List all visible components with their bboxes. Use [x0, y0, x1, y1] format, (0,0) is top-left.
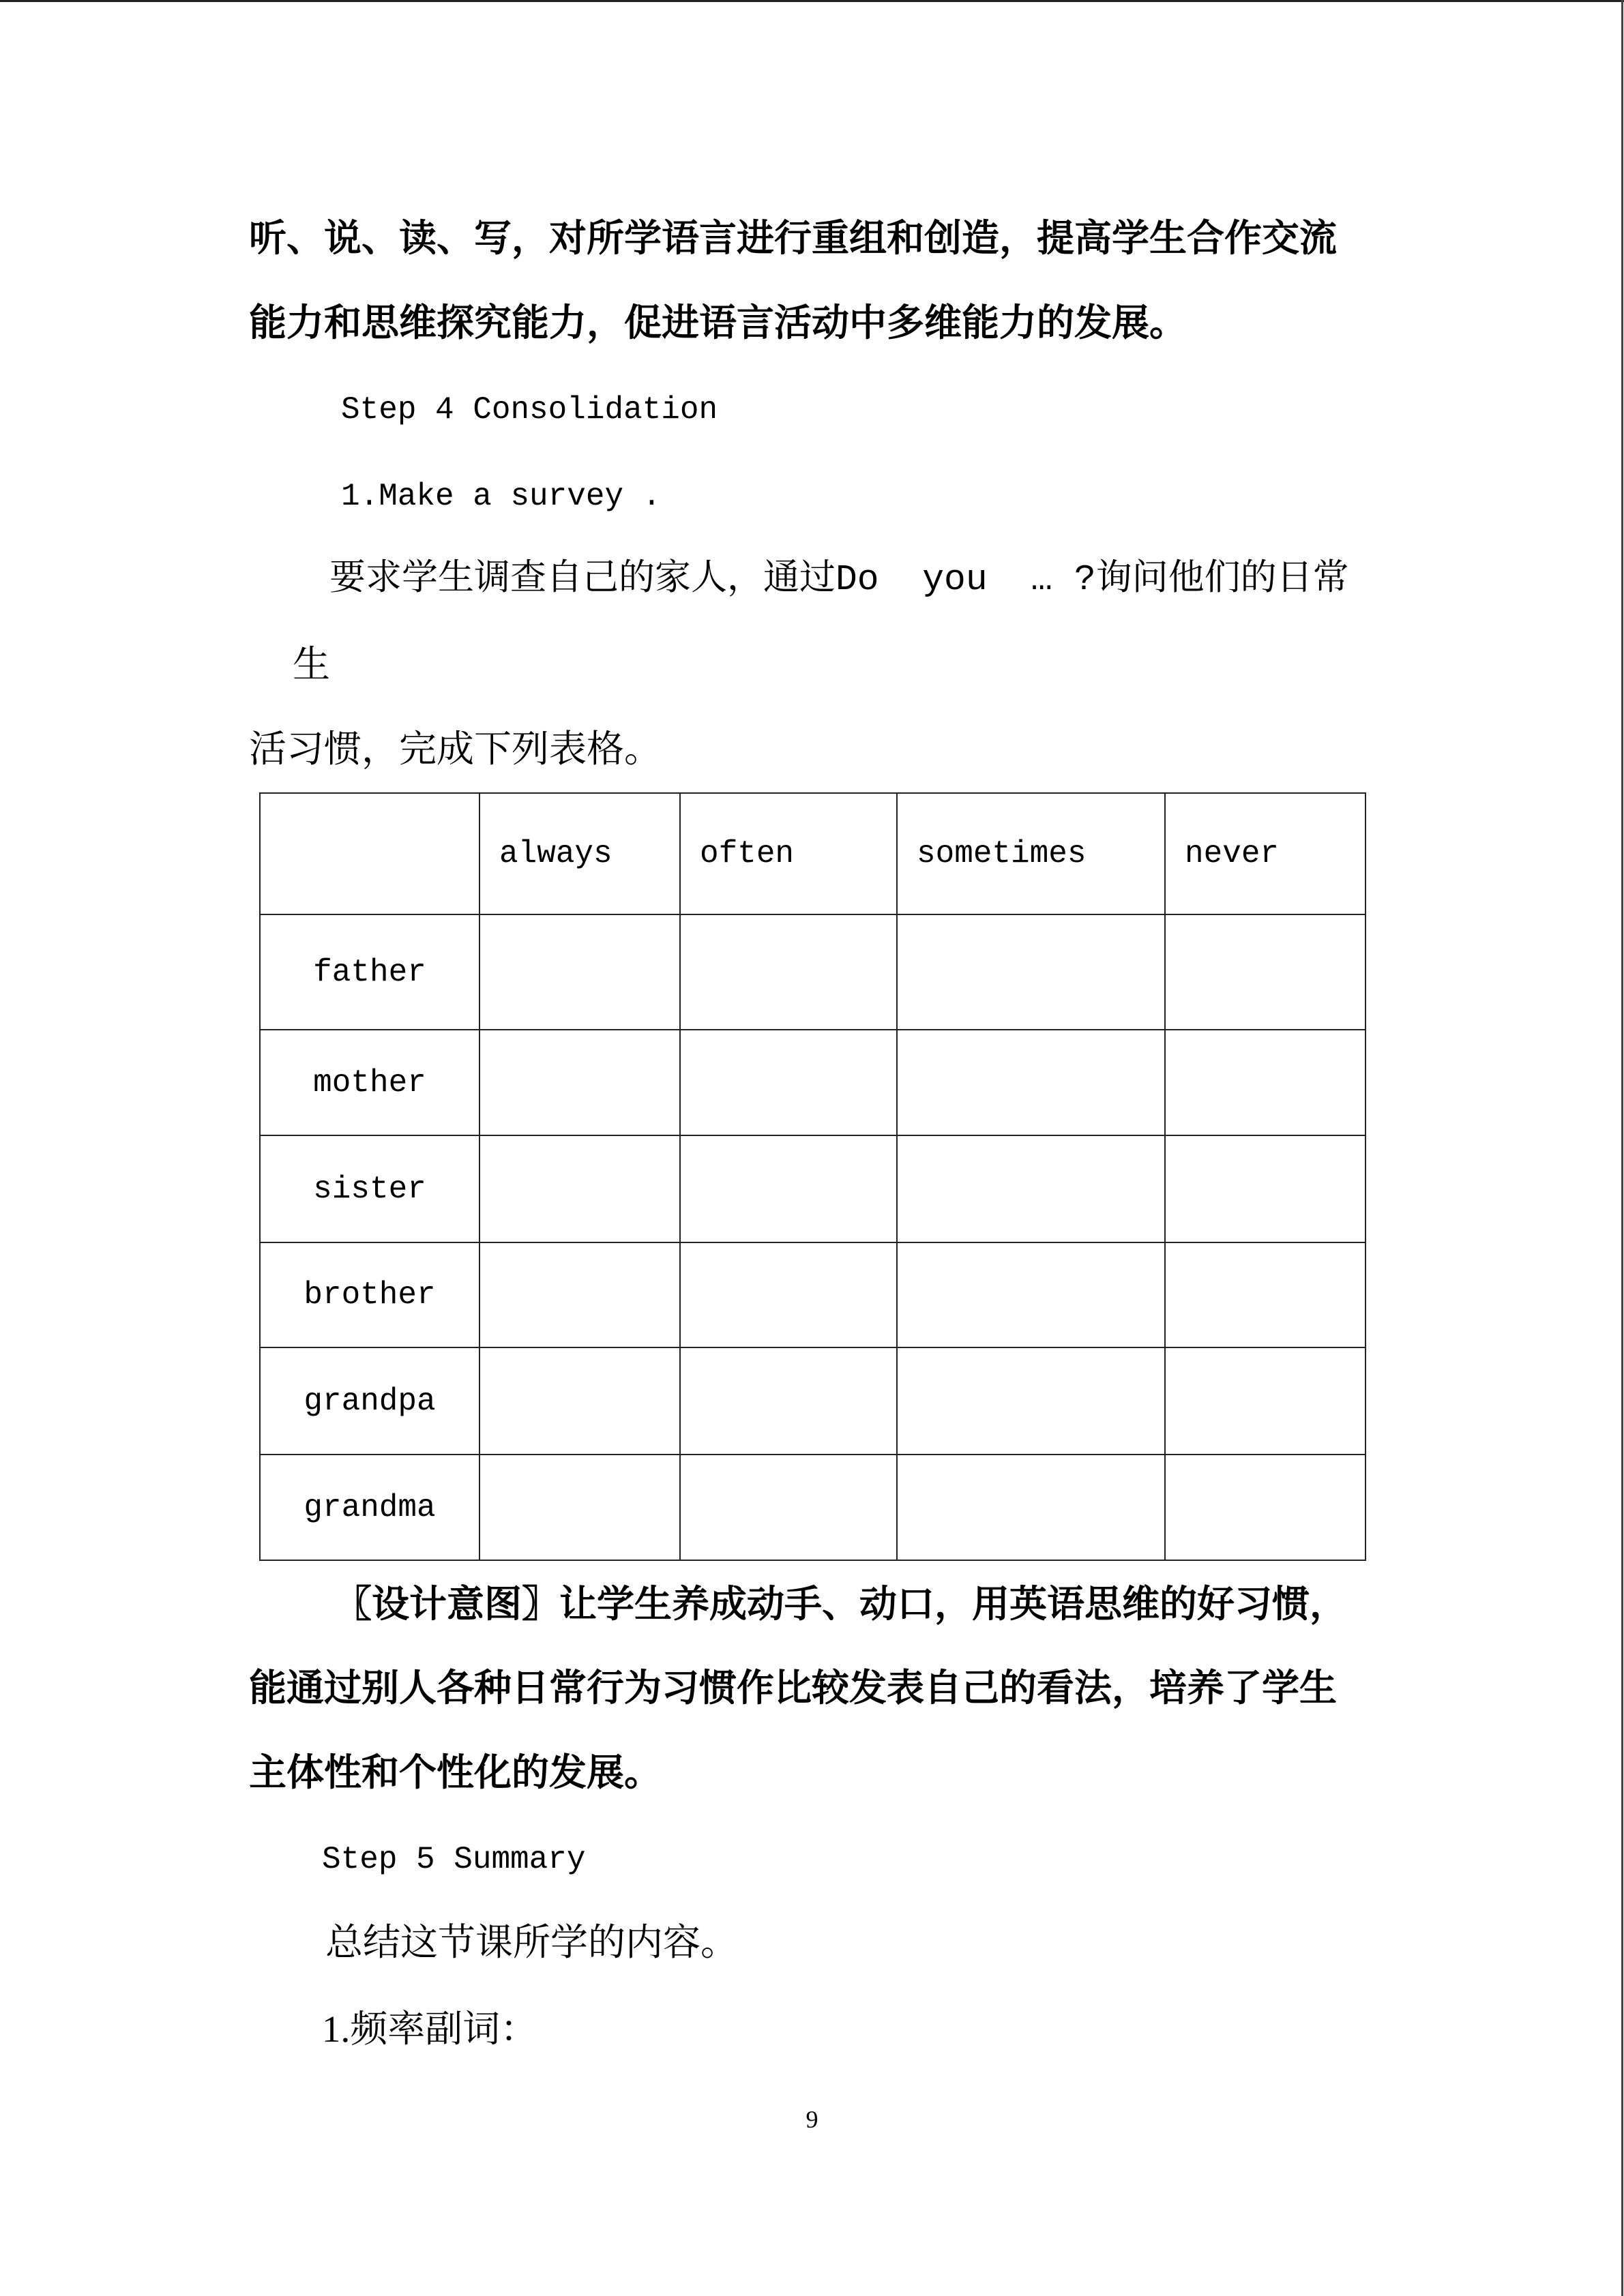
- survey-cell: [1165, 914, 1365, 1030]
- step4-heading: Step 4 Consolidation: [341, 392, 718, 428]
- design-intent-line-2: 能通过别人各种日常行为习惯作比较发表自己的看法，培养了学生: [249, 1667, 1338, 1709]
- survey-cell: [1165, 1135, 1365, 1242]
- page-number: 9: [806, 2106, 818, 2133]
- table-row: [260, 1135, 1365, 1242]
- intro-line-1: 听、说、读、写，对所学语言进行重组和创造，提高学生合作交流: [249, 218, 1338, 259]
- survey-corner-cell: [260, 793, 479, 914]
- row-label-grandpa: grandpa: [260, 1347, 479, 1455]
- intro-line-2: 能力和思维探究能力，促进语言活动中多维能力的发展。: [249, 302, 1187, 344]
- instruction-line-2: 生: [293, 644, 331, 685]
- table-row: [260, 1030, 1365, 1135]
- survey-cell: [479, 1347, 680, 1455]
- row-label-mother: mother: [260, 1030, 479, 1135]
- survey-cell: [680, 1455, 897, 1560]
- table-row: [260, 1455, 1365, 1560]
- survey-header-row: [260, 793, 1365, 914]
- column-header-sometimes: sometimes: [897, 793, 1165, 914]
- row-label-father: father: [260, 914, 479, 1030]
- row-label-grandma: grandma: [260, 1455, 479, 1560]
- table-row: [260, 1242, 1365, 1347]
- survey-cell: [479, 1030, 680, 1135]
- table-row: [260, 914, 1365, 1030]
- survey-cell: [897, 1135, 1165, 1242]
- survey-cell: [479, 914, 680, 1030]
- column-header-always: always: [479, 793, 680, 914]
- survey-table: [259, 792, 1366, 1561]
- step5-heading: Step 5 Summary: [322, 1842, 586, 1877]
- survey-cell: [479, 1242, 680, 1347]
- page-right-border: [1621, 0, 1623, 2296]
- survey-cell: [479, 1455, 680, 1560]
- survey-cell: [680, 1242, 897, 1347]
- survey-cell: [680, 1347, 897, 1455]
- survey-cell: [897, 1455, 1165, 1560]
- survey-cell: [897, 1347, 1165, 1455]
- design-intent-line-1: 〖设计意图〗让学生养成动手、动口，用英语思维的好习惯，: [334, 1583, 1348, 1625]
- instruction-line-1: 要求学生调查自己的家人，通过Do you … ?询问他们的日常: [329, 559, 1349, 600]
- task-1-make-survey: 1.Make a survey .: [341, 479, 662, 514]
- row-label-sister: sister: [260, 1135, 479, 1242]
- page-top-border: [0, 0, 1624, 2]
- summary-intro: 总结这节课所学的内容。: [325, 1922, 739, 1963]
- survey-cell: [897, 1030, 1165, 1135]
- survey-cell: [1165, 1030, 1365, 1135]
- instruction-line-3: 活习惯，完成下列表格。: [249, 728, 662, 770]
- table-row: [260, 1347, 1365, 1455]
- survey-cell: [897, 1242, 1165, 1347]
- survey-cell: [680, 1030, 897, 1135]
- survey-cell: [680, 914, 897, 1030]
- design-intent-line-3: 主体性和个性化的发展。: [249, 1752, 662, 1793]
- survey-cell: [680, 1135, 897, 1242]
- row-label-brother: brother: [260, 1242, 479, 1347]
- survey-cell: [1165, 1242, 1365, 1347]
- survey-cell: [479, 1135, 680, 1242]
- survey-cell: [1165, 1455, 1365, 1560]
- summary-item-1: 1.频率副词：: [322, 2008, 538, 2050]
- column-header-never: never: [1165, 793, 1365, 914]
- survey-cell: [1165, 1347, 1365, 1455]
- survey-cell: [897, 914, 1165, 1030]
- column-header-often: often: [680, 793, 897, 914]
